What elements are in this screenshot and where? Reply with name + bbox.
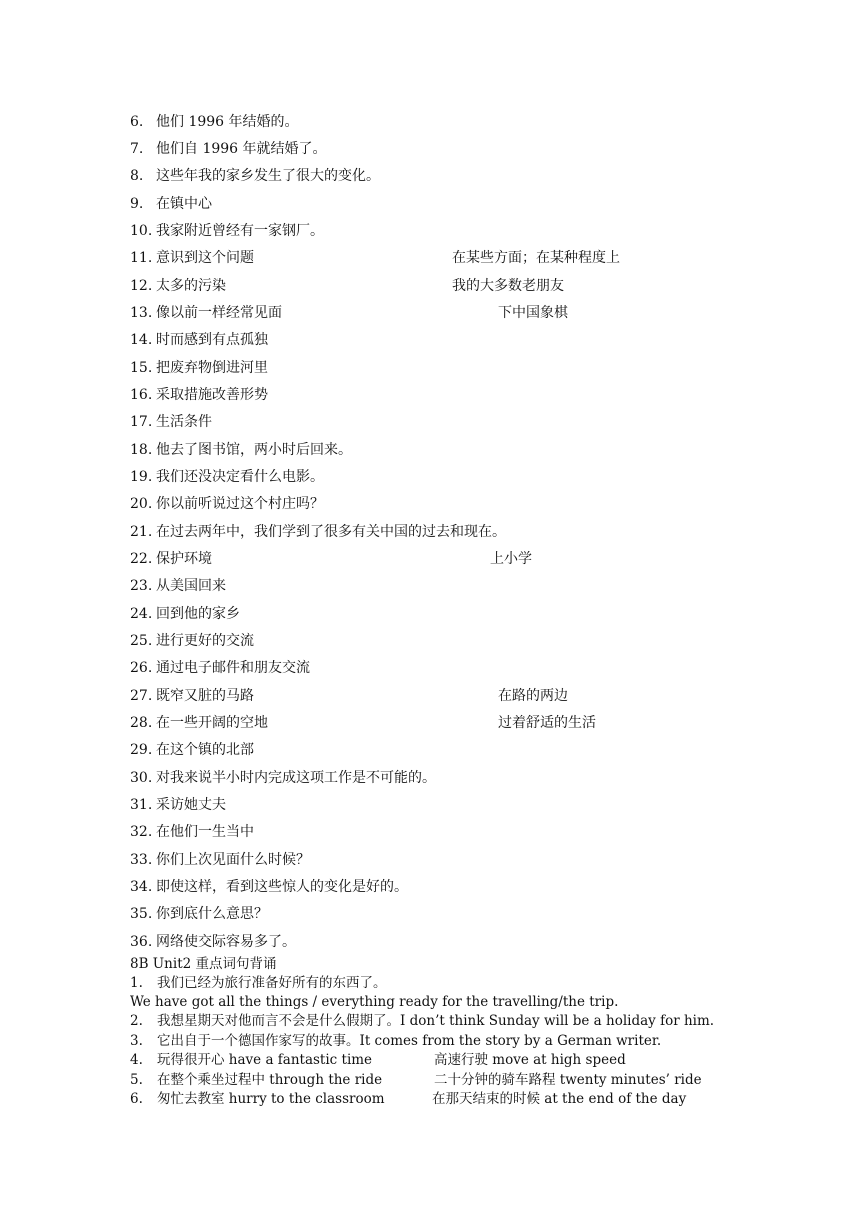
item-text: 时而感到有点孤独	[156, 332, 268, 348]
item-text: 回到他的家乡	[156, 606, 240, 622]
item-second-column: 在那天结束的时候 at the end of the day	[432, 1091, 687, 1107]
item-number: 27.	[130, 688, 153, 704]
item-text: 我家附近曾经有一家钢厂。	[156, 223, 324, 239]
item-text: 生活条件	[156, 414, 212, 430]
item-text: 太多的污染	[156, 278, 226, 294]
item-text: 你们上次见面什么时候？	[156, 852, 310, 868]
item-number: 7.	[130, 141, 144, 157]
item-number: 12.	[130, 278, 153, 294]
item-text: 你到底什么意思？	[156, 906, 268, 922]
item-number: 28.	[130, 715, 153, 731]
list-item	[130, 386, 268, 404]
item-number: 31.	[130, 797, 153, 813]
item-second-column: 下中国象棋	[498, 305, 568, 321]
list-item	[130, 632, 254, 650]
item-text: 这些年我的家乡发生了很大的变化。	[156, 168, 380, 184]
list-item	[130, 304, 282, 322]
list-item	[130, 605, 240, 623]
item-number: 10.	[130, 223, 153, 239]
item-second-column: 二十分钟的骑车路程 twenty minutes’ ride	[434, 1072, 702, 1088]
item-text: 他去了图书馆，两小时后回来。	[156, 442, 352, 458]
list-item	[130, 495, 324, 513]
list-item	[130, 140, 327, 158]
item-text: 在这个镇的北部	[156, 742, 254, 758]
item-number: 15.	[130, 360, 153, 376]
item-number: 25.	[130, 633, 153, 649]
item-text: 他们 1996 年结婚的。	[156, 114, 299, 130]
item-number: 8.	[130, 168, 144, 184]
list-item	[130, 1052, 372, 1069]
list-item	[130, 550, 212, 568]
item-number: 14.	[130, 332, 153, 348]
item-number: 29.	[130, 742, 153, 758]
list-item	[130, 113, 299, 131]
item-text: 匆忙去教室 hurry to the classroom	[157, 1091, 385, 1107]
list-item	[130, 1033, 661, 1050]
item-number: 2.	[130, 1013, 143, 1029]
item-number: 4.	[130, 1052, 143, 1068]
item-number: 33.	[130, 852, 153, 868]
list-item	[130, 878, 408, 896]
item-number: 3.	[130, 1033, 143, 1049]
item-number: 6.	[130, 114, 144, 130]
item-text: 他们自 1996 年就结婚了。	[156, 141, 327, 157]
item-text: 采取措施改善形势	[156, 387, 268, 403]
item-text: We have got all the things / everything ready for the travelling/the trip.	[130, 994, 619, 1010]
item-text: 进行更好的交流	[156, 633, 254, 649]
item-number: 11.	[130, 250, 153, 266]
list-item	[130, 851, 310, 869]
list-item	[130, 331, 268, 349]
list-item	[130, 359, 268, 377]
item-text: 玩得很开心 have a fantastic time	[157, 1052, 373, 1068]
item-text: 在镇中心	[156, 196, 212, 212]
list-item	[130, 577, 226, 595]
item-second-column: 高速行驶 move at high speed	[434, 1052, 626, 1068]
item-text: 在整个乘坐过程中 through the ride	[157, 1072, 383, 1088]
item-text: 我们还没决定看什么电影。	[156, 469, 324, 485]
item-number: 32.	[130, 824, 153, 840]
item-number: 21.	[130, 524, 153, 540]
list-item	[130, 523, 506, 541]
item-number: 6.	[130, 1091, 143, 1107]
list-item	[130, 769, 436, 787]
item-number: 26.	[130, 660, 153, 676]
list-item	[130, 975, 387, 992]
item-text: 网络使交际容易多了。	[156, 934, 296, 950]
item-text: 保护环境	[156, 551, 212, 567]
list-item	[130, 167, 380, 185]
list-item	[130, 413, 212, 431]
item-text: 既窄又脏的马路	[156, 688, 254, 704]
item-number: 34.	[130, 879, 153, 895]
list-item	[130, 933, 296, 951]
item-number: 36.	[130, 934, 153, 950]
item-text: 你以前听说过这个村庄吗？	[156, 496, 324, 512]
item-text: 通过电子邮件和朋友交流	[156, 660, 310, 676]
list-item	[130, 823, 254, 841]
item-number: 20.	[130, 496, 153, 512]
section-title: 8B Unit2 重点词句背诵	[130, 956, 277, 972]
item-text: 我想星期天对他而言不会是什么假期了。I don’t think Sunday will be a holiday for him.	[157, 1013, 715, 1029]
list-item	[130, 1013, 714, 1030]
list-item	[130, 994, 618, 1011]
item-number: 17.	[130, 414, 153, 430]
list-item	[130, 1072, 382, 1089]
item-text: 我们已经为旅行准备好所有的东西了。	[157, 975, 387, 991]
item-number: 19.	[130, 469, 153, 485]
item-text: 像以前一样经常见面	[156, 305, 282, 321]
item-number: 22.	[130, 551, 153, 567]
item-number: 30.	[130, 770, 153, 786]
list-item	[130, 741, 254, 759]
list-item	[130, 659, 310, 677]
item-second-column: 过着舒适的生活	[498, 715, 596, 731]
list-item	[130, 687, 254, 705]
list-item	[130, 222, 324, 240]
item-second-column: 在某些方面；在某种程度上	[452, 250, 620, 266]
item-number: 5.	[130, 1072, 143, 1088]
item-number: 9.	[130, 196, 144, 212]
item-text: 从美国回来	[156, 578, 226, 594]
item-number: 18.	[130, 442, 153, 458]
item-text: 把废弃物倒进河里	[156, 360, 268, 376]
list-item	[130, 195, 212, 213]
list-item	[130, 249, 254, 267]
item-number: 16.	[130, 387, 153, 403]
list-item	[130, 714, 268, 732]
item-number: 13.	[130, 305, 153, 321]
item-second-column: 上小学	[490, 551, 532, 567]
item-text: 在他们一生当中	[156, 824, 254, 840]
list-item	[130, 468, 324, 486]
list-item	[130, 796, 226, 814]
item-number: 35.	[130, 906, 153, 922]
item-number: 24.	[130, 606, 153, 622]
item-text: 即使这样，看到这些惊人的变化是好的。	[156, 879, 408, 895]
item-text: 在一些开阔的空地	[156, 715, 268, 731]
list-item	[130, 277, 226, 295]
item-text: 它出自于一个德国作家写的故事。It comes from the story by a German writer.	[157, 1033, 662, 1049]
list-item	[130, 441, 352, 459]
item-text: 对我来说半小时内完成这项工作是不可能的。	[156, 770, 436, 786]
item-text: 采访她丈夫	[156, 797, 226, 813]
item-text: 在过去两年中，我们学到了很多有关中国的过去和现在。	[156, 524, 506, 540]
list-item	[130, 905, 268, 923]
item-number: 1.	[130, 975, 143, 991]
item-second-column: 我的大多数老朋友	[452, 278, 564, 294]
item-second-column: 在路的两边	[498, 688, 568, 704]
list-item	[130, 1091, 385, 1108]
item-number: 23.	[130, 578, 153, 594]
item-text: 意识到这个问题	[156, 250, 254, 266]
